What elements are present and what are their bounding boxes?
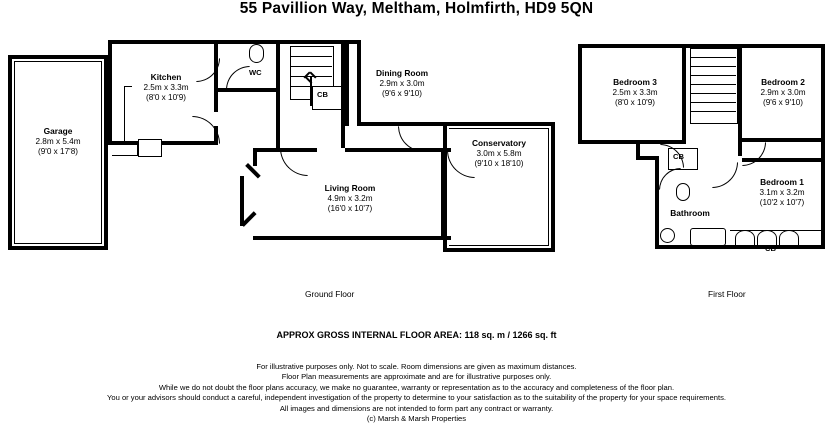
bedroom3-wall-bottom	[582, 140, 686, 144]
conservatory-inner-top	[449, 128, 549, 129]
kitchen-wall-right	[214, 40, 218, 112]
room-label-bathroom: Bathroom	[670, 208, 710, 218]
conservatory-wall-top	[443, 122, 555, 126]
disclaimer-line-4: You or your advisors should conduct a careful, independent investigation of the property to determine to your satisfaction as to the suitability of the property for your space requirements.	[107, 393, 726, 403]
page-title: 55 Pavillion Way, Meltham, Holmfirth, HD9 5QN	[239, 0, 594, 17]
room-label-dining: Dining Room 2.9m x 3.0m (9'6 x 9'10)	[375, 68, 429, 98]
room-label-bedroom3: Bedroom 3 2.5m x 3.3m (8'0 x 10'9)	[612, 77, 658, 107]
living-wall-bay-left	[240, 176, 244, 226]
ground-wall-top	[108, 40, 361, 44]
ground-floor-label: Ground Floor	[305, 289, 355, 299]
cb-ground-label: CB	[317, 90, 328, 99]
kitchen-counter-bottom	[112, 155, 138, 156]
disclaimer-line-6: (c) Marsh & Marsh Properties	[366, 414, 467, 424]
door-arc-bathroom	[659, 168, 681, 190]
room-label-bedroom1: Bedroom 1 3.1m x 3.2m (10'2 x 10'7)	[759, 177, 805, 207]
living-wall-right	[441, 148, 445, 240]
wc-label: WC	[249, 68, 262, 77]
dining-wall-left	[345, 40, 349, 126]
kitchen-counter-side	[137, 145, 138, 156]
first-wall-right	[821, 44, 825, 249]
cb-first-bottom-label: CB	[765, 244, 776, 253]
room-label-conservatory: Conservatory 3.0m x 5.8m (9'10 x 18'10)	[472, 138, 526, 168]
room-label-living: Living Room 4.9m x 3.2m (16'0 x 10'7)	[324, 183, 376, 213]
bedroom3-wall-right	[682, 44, 686, 144]
wardrobe-arc-1	[735, 230, 755, 246]
wardrobe-arc-3	[779, 230, 799, 246]
ground-wall-left	[108, 40, 112, 145]
first-floor-label: First Floor	[708, 289, 746, 299]
garage-inner-line-right	[101, 61, 102, 244]
garage-inner-line-left	[14, 61, 15, 244]
bathroom-basin	[660, 228, 675, 243]
garage-wall-top	[8, 55, 108, 59]
conservatory-wall-bottom	[443, 248, 555, 252]
door-arc-hall-living	[280, 148, 308, 176]
disclaimer-line-2: Floor Plan measurements are approximate and are for illustrative purposes only.	[281, 372, 552, 382]
garage-inner-line-bottom	[14, 243, 102, 244]
garage-inner-line	[14, 61, 102, 62]
door-arc-hall-kitchen-lower	[192, 116, 220, 144]
kitchen-hob	[138, 139, 162, 157]
wc-toilet	[249, 44, 264, 63]
cb-first-top-label: CB	[673, 152, 684, 161]
wc-wall-right	[276, 40, 280, 92]
door-arc-bedroom1	[712, 162, 738, 188]
first-wall-left	[578, 44, 582, 144]
garage-wall-bottom	[8, 246, 108, 250]
door-arc-bedroom2	[742, 142, 766, 166]
disclaimer-line-1: For illustrative purposes only. Not to scale. Room dimensions are given as maximum distances.	[256, 362, 577, 371]
bathroom-bath	[690, 228, 726, 246]
stairs-arrowhead	[300, 66, 320, 78]
disclaimer-block	[0, 362, 833, 424]
conservatory-connector-bottom	[445, 236, 451, 240]
living-wall-top-right	[345, 148, 445, 152]
first-wall-bath-left	[655, 160, 659, 249]
disclaimer-line-3: While we do not doubt the floor plans accuracy, we make no guarantee, warranty or representation as to the accuracy and completeness of the floor plan.	[158, 382, 675, 392]
room-label-kitchen: Kitchen 2.5m x 3.3m (8'0 x 10'9)	[143, 72, 189, 102]
conservatory-inner-bottom	[449, 245, 549, 246]
door-arc-conservatory	[447, 150, 475, 178]
disclaimer-line-5: All images and dimensions are not intended to form part any contract or warranty.	[279, 403, 554, 413]
staircase-first-steps	[690, 48, 736, 122]
conservatory-connector-top	[445, 148, 451, 152]
conservatory-wall-right	[551, 122, 555, 252]
hall-wall-right	[276, 88, 280, 148]
living-wall-bottom	[253, 236, 445, 240]
floor-area-text: APPROX GROSS INTERNAL FLOOR AREA: 118 sq. m / 1266 sq. ft	[276, 330, 557, 340]
garage-wall-left	[8, 55, 12, 250]
room-label-bedroom2: Bedroom 2 2.9m x 3.0m (9'6 x 9'10)	[760, 77, 806, 107]
door-arc-wc	[226, 66, 250, 90]
room-label-garage: Garage 2.8m x 5.4m (9'0 x 17'8)	[35, 126, 81, 156]
